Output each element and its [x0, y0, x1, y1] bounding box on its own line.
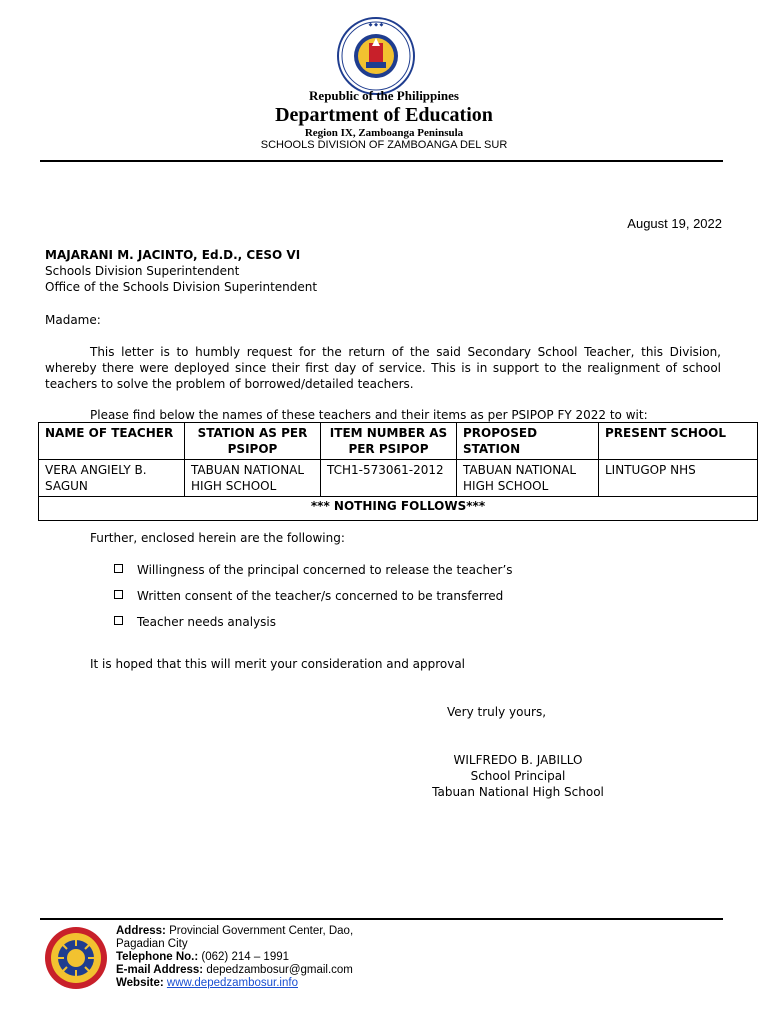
- nothing-follows: *** NOTHING FOLLOWS***: [39, 497, 758, 521]
- division-logo: [44, 926, 108, 990]
- header-name-of-teacher: NAME OF TEACHER: [39, 423, 185, 460]
- cell-present-school: LINTUGOP NHS: [599, 460, 758, 497]
- header-item-number: ITEM NUMBER AS PER PSIPOP: [321, 423, 457, 460]
- teacher-table-wrapper: [38, 422, 758, 521]
- email-label: E-mail Address:: [116, 964, 204, 976]
- cell-proposed-station: TABUAN NATIONAL HIGH SCHOOL: [457, 460, 599, 497]
- complimentary-close: Very truly yours,: [447, 705, 547, 719]
- svg-text:◆ ◆ ◆: ◆ ◆ ◆: [368, 22, 384, 28]
- enclosure-label: Teacher needs analysis: [137, 615, 277, 629]
- header-department: Department of Education: [275, 104, 493, 126]
- footer-contact: [116, 925, 353, 990]
- header-present-school: PRESENT SCHOOL: [599, 423, 758, 460]
- cell-item-number: TCH1-573061-2012: [321, 460, 457, 497]
- table-footer-row: [39, 497, 758, 521]
- table-row: [39, 460, 758, 497]
- signatory-school: Tabuan National High School: [432, 785, 604, 799]
- recipient-title: Schools Division Superintendent: [45, 264, 240, 278]
- teacher-table: [38, 422, 758, 521]
- footer-email: [116, 964, 353, 977]
- header-proposed-station: PROPOSED STATION: [457, 423, 599, 460]
- enclosure-label: Willingness of the principal concerned to release the teacher’s: [137, 563, 513, 577]
- footer-address-line-2: Pagadian City: [116, 938, 188, 950]
- body-paragraph-1: This letter is to humbly request for the return of the said Secondary School Teacher, this Division, whereby there were deployed since their first day of service. This is in support to the realignment of school teachers to solve the problem of borrowed/detailed teachers.: [45, 345, 721, 391]
- signatory-name: WILFREDO B. JABILLO: [453, 753, 583, 767]
- address-value: Provincial Government Center, Dao,: [169, 925, 354, 937]
- telephone-value: (062) 214 – 1991: [201, 951, 290, 963]
- enclosure-item: [114, 562, 513, 578]
- closing-paragraph: It is hoped that this will merit your consideration and approval: [90, 657, 466, 671]
- address-label: Address:: [116, 925, 166, 937]
- footer-divider: [40, 918, 723, 920]
- header-republic: Republic of the Philippines: [309, 88, 459, 103]
- signatory-title: School Principal: [470, 769, 566, 783]
- header-station: STATION AS PER PSIPOP: [185, 423, 321, 460]
- letter-date: August 19, 2022: [627, 216, 722, 231]
- footer-website: [116, 977, 353, 990]
- cell-station: TABUAN NATIONAL HIGH SCHOOL: [185, 460, 321, 497]
- table-header-row: [39, 423, 758, 460]
- email-value: depedzambosur@gmail.com: [206, 964, 353, 976]
- header-division: SCHOOLS DIVISION OF ZAMBOANGA DEL SUR: [260, 139, 508, 151]
- footer-address-line: [116, 925, 353, 938]
- header-region: Region IX, Zamboanga Peninsula: [304, 127, 464, 139]
- header-divider: [40, 160, 723, 162]
- enclosure-item: [114, 614, 276, 630]
- recipient-office: Office of the Schools Division Superintendent: [45, 280, 318, 294]
- salutation: Madame:: [45, 313, 101, 327]
- checkbox-icon: [114, 590, 123, 599]
- body-paragraph-2: Please find below the names of these teachers and their items as per PSIPOP FY 2022 to wit:: [90, 408, 648, 422]
- checkbox-icon: [114, 616, 123, 625]
- recipient-name: MAJARANI M. JACINTO, Ed.D., CESO VI: [45, 248, 301, 262]
- signature-block: [400, 752, 636, 800]
- telephone-label: Telephone No.:: [116, 951, 199, 963]
- deped-seal: [336, 16, 416, 96]
- checkbox-icon: [114, 564, 123, 573]
- website-label: Website:: [116, 977, 164, 989]
- footer-telephone: [116, 951, 353, 964]
- enclosure-label: Written consent of the teacher/s concerned to be transferred: [137, 589, 504, 603]
- enclosure-intro: Further, enclosed herein are the following:: [90, 531, 345, 545]
- enclosure-item: [114, 588, 503, 604]
- cell-teacher-name: VERA ANGIELY B. SAGUN: [39, 460, 185, 497]
- website-link[interactable]: www.depedzambosur.info: [166, 977, 298, 989]
